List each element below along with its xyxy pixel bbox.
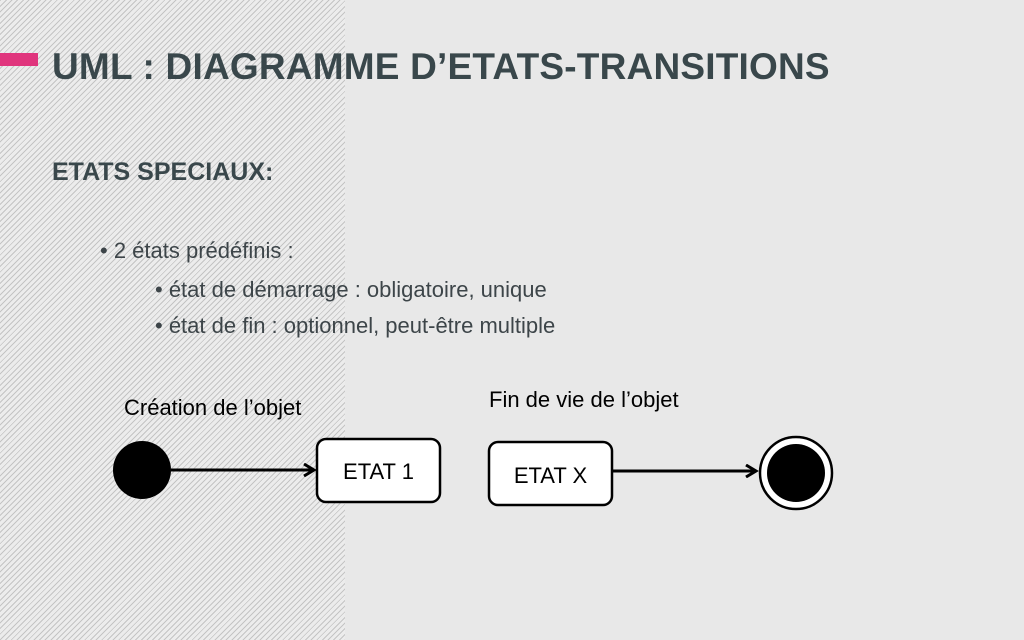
section-subtitle: ETATS SPECIAUX:: [52, 158, 274, 186]
final-state-node: [760, 437, 832, 509]
slide-title: UML : DIAGRAMME D’ETATS-TRANSITIONS: [52, 46, 830, 87]
bullet-end-state: • état de fin : optionnel, peut-être multiple: [155, 313, 556, 338]
state-etat-x: [489, 442, 612, 505]
state-etat-1-label: ETAT 1: [343, 459, 414, 484]
start-caption: Création de l’objet: [124, 395, 302, 420]
state-etat-1: [317, 439, 440, 502]
bullet-predefined-states: • 2 états prédéfinis :: [100, 238, 294, 263]
bullet-start-state: • état de démarrage : obligatoire, unique: [155, 277, 547, 302]
state-etat-x-label: ETAT X: [513, 463, 588, 488]
end-caption: Fin de vie de l’objet: [489, 387, 679, 412]
initial-state-node: [113, 441, 171, 499]
